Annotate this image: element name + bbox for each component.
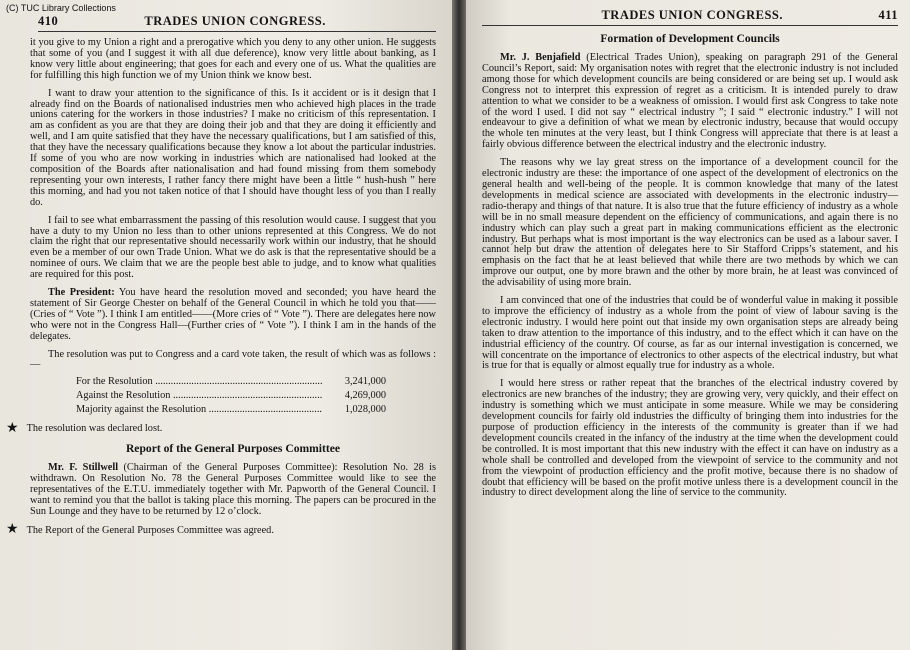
vote-value: 1,028,000 xyxy=(344,403,386,415)
vote-row xyxy=(76,375,386,389)
right-running-header xyxy=(482,8,898,26)
president-paragraph xyxy=(30,288,436,343)
left-paragraph-1: it you give to my Union a right and a prerogative which you deny to any other union. He suggests that some of you (and I suggest it with all due deference), know very little about banking, as I know very little about engineering; that goes for each and every one of us. What the qualities are for fulfilling this high function we of my Union think we know best. xyxy=(30,37,436,81)
watermark: (C) TUC Library Collections xyxy=(6,3,116,13)
benjafield-text: (Electrical Trades Union), speaking on paragraph 291 of the General Council’s Report, said: My organisation notes with regret that the electronic industry is not included among those for which development councils are being considered or are being set up. I would ask Congress not to interpret this expression of regret as a criticism. It is intended purely to draw attention to what we consider to be a weakness of omission. I would first ask Congress to take note of the word I used. I did not say “ electrical industry ”; I said “ electronic industry.” I will not endeavour to give a definition of what we mean by electronic industry, because that would occupy the whole ten minutes at the very least, but I think Congress will appreciate that there is at least a fairly obvious difference between the electrical industry and the electronic industry. xyxy=(482,52,898,151)
left-page-number: 410 xyxy=(38,14,59,28)
left-paragraph-2: I want to draw your attention to the significance of this. Is it accident or is it design that I already find on the Boards of nationalised industries men who achieved high places in the trade unions catering for the workers in those industries? I make no criticism of this representation. I am as confident as you are that they are doing their job and that they are doing it efficiently and well, and I am quite satisfied that they have the necessary qualifications, but I am satisfied of this, that they have the necessary qualifications because they know a lot about the particular industries. If some of you who are now working in industries which are nationalised had looked at the composition of the Boards after nationalisation and had found missing from them somebody representing your own interests, I rather fancy there might have been a little “ hush-hush ” here this morning, and had you not taken notice of that I should have thought less of you than I really do. xyxy=(30,87,436,208)
left-paragraph-3: I fail to see what embarrassment the passing of this resolution would cause. I suggest that you have a duty to my Union no less than to other unions represented at this Congress. We do not claim the right that our representative should necessarily work within our industry, that he should even be a member of our own Trade Union. What we do ask is that the representative should be a nominee of ours. We claim that we are the people best able to judge, and to know what qualities are required for this post. xyxy=(30,214,436,281)
left-page xyxy=(0,0,452,650)
right-page xyxy=(466,0,910,650)
right-paragraph-1: The reasons why we lay great stress on the importance of a development council for the electronic industry are these: the importance of one aspect of the development of electronics on the general health and well-being of the people. It is common knowledge that many of the latest developments in medical science are associated with developments in the electronic industry—radio-therapy and things of that nature. It is also true that the future efficiency of industry as a whole will be in no small measure dependent on the efficiency of communications, and again there is no industry which can play such a great part in making communications efficient as the electronic industry. But perhaps what is most important is the way electronics can be used as a labour saver. I cannot help but draw the attention of delegates here to Sir Stafford Cripps’s statement, and his emphasis on the fact that he at least believed that while there are two methods by which we can improve our output, one by more brawn and the other by more brain, he at least was convinced of the advisability of using more brain. xyxy=(482,157,898,289)
right-running-head: TRADES UNION CONGRESS. xyxy=(601,8,783,22)
book-gutter xyxy=(452,0,466,650)
right-paragraph-2: I am convinced that one of the industries that could be of wonderful value in making it possible to improve the efficiency of industry as a whole from the point of view of labour saving is the electronic industry. I would here point out that inside my own organisation steps are already being taken to draw attention to the importance of this industry, and to the effect which it can have on the industrial efficiency of the country. Of course, as far as our internal investigation is concerned, we will concentrate on the importance of electronics to other aspects of the electrical industry, but what is true for that is equally or almost equally true for industry as a whole. xyxy=(482,295,898,372)
star-icon: ★ xyxy=(6,420,19,436)
vote-row xyxy=(76,403,386,417)
declared-lost-line xyxy=(6,420,436,436)
vote-label: Majority against the Resolution ..... xyxy=(76,403,322,417)
president-speaker: The President: xyxy=(48,287,115,299)
right-paragraph-3: I would here stress or rather repeat that the branches of the electrical industry covered by electronics are new branches of the industry; they are growing very, very quickly, and their effect on industry is something which we must anticipate in some measure. While we may be considering development councils for fairly old industries the difficulty of bringing them into industries for the purpose of production efficiency in the interests of the community is greater than if we had development councils created in the infancy of the industry at the time when the development could be controlled. It is most important that this new industry with the effect it can have on industry as a whole shall be controlled and developed from the viewpoint of service to the community and not from the viewpoint of production efficiency and the profit motive, because there is no shadow of doubt that efficiency will be based on the profit motive unless there is a development council in the industry to direct development along the line of service to the community. xyxy=(482,378,898,499)
stillwell-paragraph xyxy=(30,463,436,518)
report-agreed-line xyxy=(6,522,436,538)
vote-value: 4,269,000 xyxy=(344,389,386,401)
vote-intro: The resolution was put to Congress and a card vote taken, the result of which was as follows :— xyxy=(30,348,436,371)
gpc-section-title: Report of the General Purposes Committee xyxy=(125,442,341,456)
development-councils-title: Formation of Development Councils xyxy=(600,32,780,45)
benjafield-paragraph xyxy=(482,53,898,151)
report-agreed-text: The Report of the General Purposes Committee was agreed. xyxy=(26,524,274,536)
vote-label: For the Resolution ..... xyxy=(76,375,322,389)
star-icon: ★ xyxy=(6,522,19,538)
declared-lost-text: The resolution was declared lost. xyxy=(26,423,163,435)
vote-value: 3,241,000 xyxy=(344,376,386,388)
stillwell-speaker: Mr. F. Stillwell xyxy=(48,462,119,474)
right-page-number: 411 xyxy=(878,8,898,22)
left-running-header xyxy=(38,14,436,32)
vote-label: Against the Resolution ..... xyxy=(76,389,322,403)
president-text: You have heard the resolution moved and seconded; you have heard the statement of Sir George Chester on behalf of the General Council in which he told you that——(Cries of “ Vote ”). I think I am entitled——(More cries of “ Vote ”). There are delegates here now who were not in the Congress Hall—(Further cries of “ Vote ”). I think I am in the hands of the delegates. xyxy=(30,287,436,342)
stillwell-text: (Chairman of the General Purposes Committee): Resolution No. 28 is withdrawn. On Resolution No. 78 the General Purposes Committee would like to see the representatives of the E.T.U. immediately together with Mr. Papworth of the General Council. I want to remind you that the ballot is taking place this morning. The papers can be procured in the Sun Lounge and they have to be returned by 12 o’clock. xyxy=(30,462,437,517)
benjafield-speaker: Mr. J. Benjafield xyxy=(500,52,581,63)
vote-table xyxy=(76,375,436,416)
left-running-head: TRADES UNION CONGRESS. xyxy=(144,14,326,28)
vote-row xyxy=(76,389,386,403)
